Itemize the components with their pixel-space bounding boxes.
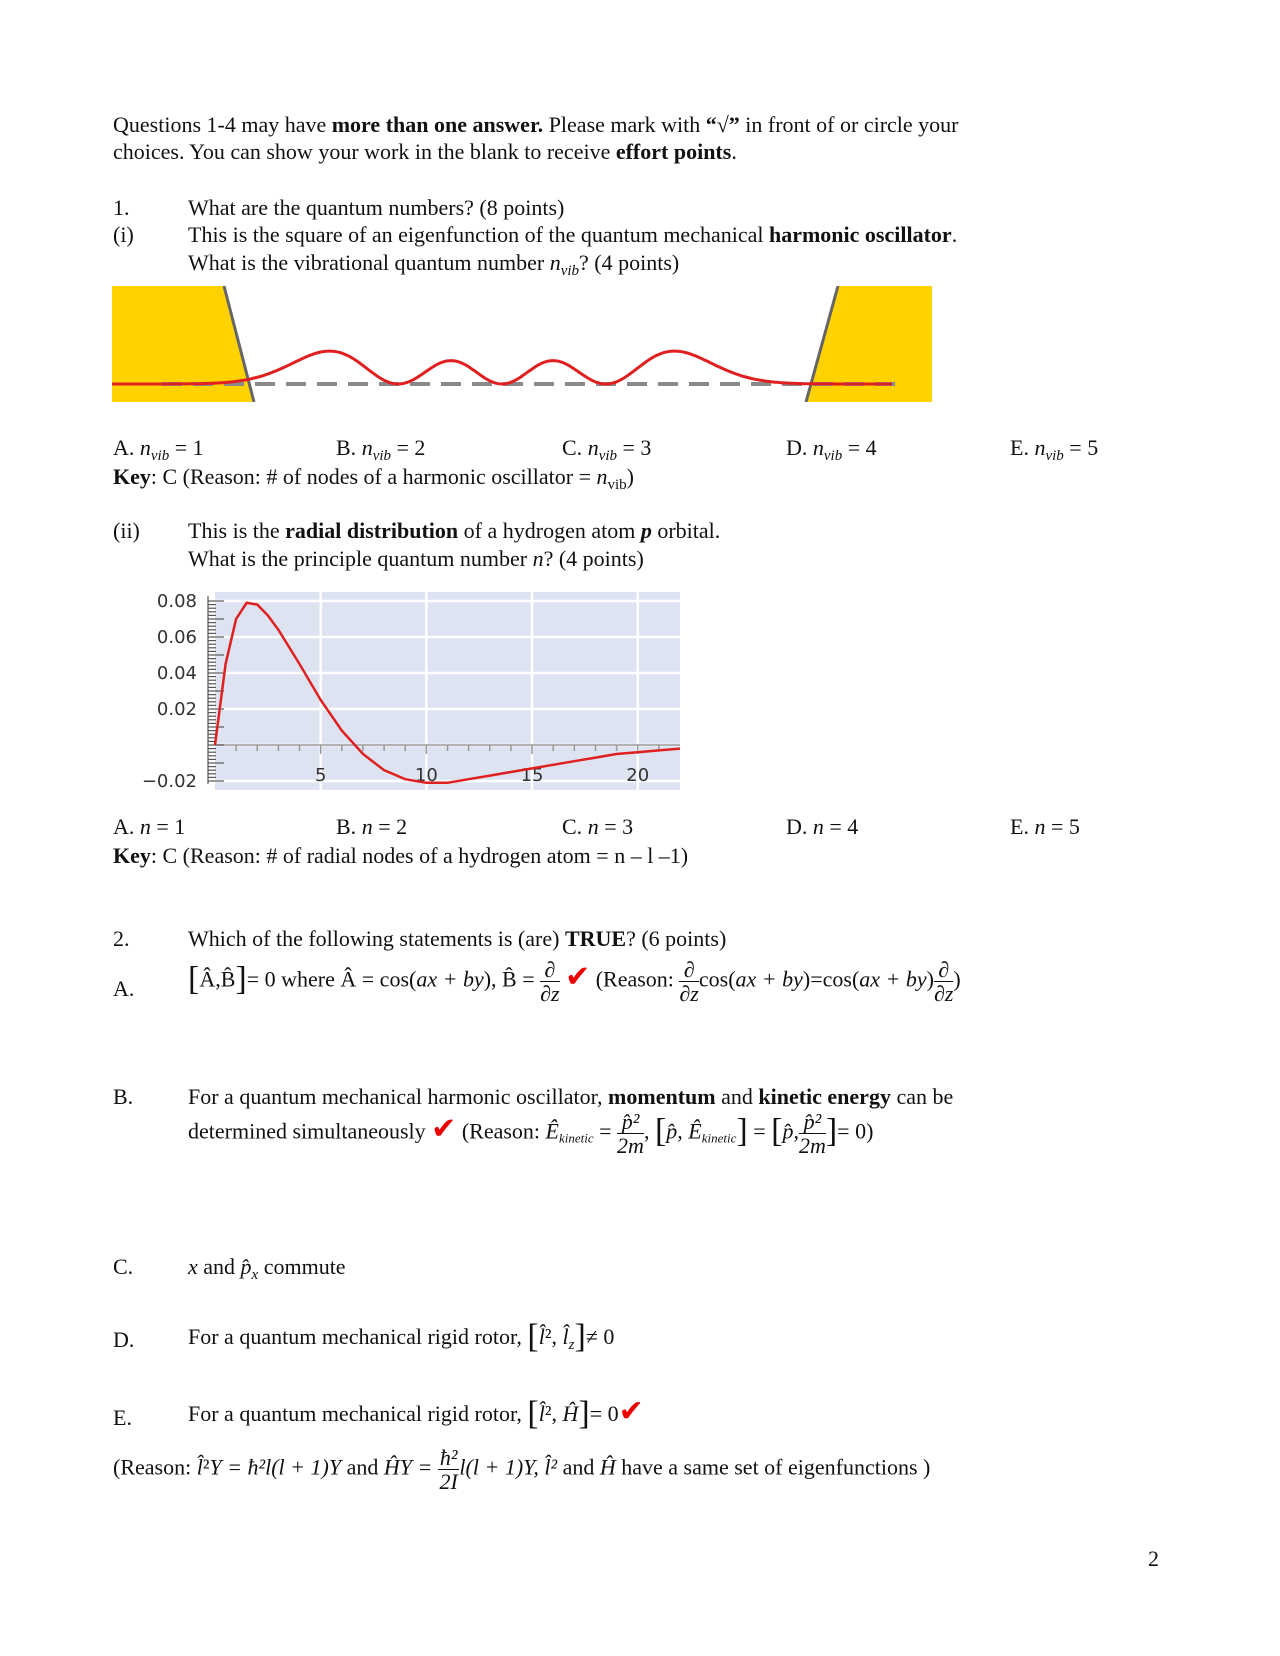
instructions-line2: choices. You can show your work in the blank to receive effort points.	[113, 139, 737, 164]
q1ii-option-c[interactable]: C. n = 3	[562, 814, 634, 839]
q2-option-a-letter[interactable]: A.	[113, 976, 135, 1001]
y-tick-label: 0.06	[156, 627, 197, 648]
q2-option-c-letter[interactable]: C.	[113, 1254, 134, 1279]
q1ii-answer-key: Key: C (Reason: # of radial nodes of a hydrogen atom = n – l –1)	[113, 843, 689, 868]
checkmark-icon: ✔	[431, 1111, 457, 1147]
q2-option-a-statement: [Â,B̂]= 0 where Â = cos(ax + by), B̂ = $\frac{\partial}{\partial z}$ ✔ (Reason: $\frac{\partial}{\partial z}$ cos(ax + by)=cos(ax + by) $\frac{\partial}{\partial z}$ )	[188, 957, 961, 1007]
question-1-number: 1.	[113, 195, 130, 220]
q1ii-option-e[interactable]: E. n = 5	[1010, 814, 1080, 839]
q2-option-b-line2: determined simultaneously ✔ (Reason: Êkinetic = $\frac{\text{p̂²}}{2m}$ , [p̂, Êkinetic] = [p̂, $\frac{\text{p̂²}}{2m}$ ]= 0)	[188, 1109, 874, 1159]
q1i-option-e[interactable]: E. $n_{vib} = 5$	[1010, 435, 1099, 464]
q2-option-e-statement: For a quantum mechanical rigid rotor, [l̂², Ĥ]= 0✔	[188, 1394, 644, 1432]
q1i-option-c[interactable]: C. $n_{vib} = 3$	[562, 435, 652, 464]
question-1-ii-line2: What is the principle quantum number n? (4 points)	[188, 546, 644, 571]
question-2-title: Which of the following statements is (are) TRUE? (6 points)	[188, 926, 727, 951]
question-2-number: 2.	[113, 926, 130, 951]
x-tick-label: 10	[414, 765, 438, 786]
instructions-line1: Questions 1-4 may have more than one answer. Please mark with “√” in front of or circle your	[113, 112, 959, 137]
q1i-option-d[interactable]: D. $n_{vib} = 4$	[786, 435, 877, 464]
y-tick-label: 0.02	[156, 699, 197, 720]
x-tick-label: 5	[314, 765, 327, 786]
q2-option-d-statement: For a quantum mechanical rigid rotor, [l̂², $l̂_z]\ne 0$	[188, 1318, 615, 1355]
question-1-ii-line1: This is the radial distribution of a hydrogen atom p orbital.	[188, 518, 721, 543]
q2-option-c-statement: x and $p̂_x$ commute	[188, 1254, 346, 1283]
y-tick-label: −0.02	[141, 771, 197, 792]
q1ii-option-b[interactable]: B. n = 2	[336, 814, 408, 839]
q2-option-e-reason: (Reason: l̂²Y = ħ²l(l + 1)Y and ĤY = $\frac{\text{ħ²}}{2I}$ l(l + 1)Y, l̂² and Ĥ have a same set of eigenfunctions )	[113, 1445, 931, 1495]
q2-option-e-letter[interactable]: E.	[113, 1405, 132, 1430]
x-tick-label: 15	[520, 765, 544, 786]
y-tick-label: 0.08	[156, 591, 197, 612]
checkmark-icon: ✔	[565, 959, 591, 995]
q1i-answer-key: Key: C (Reason: # of nodes of a harmonic oscillator = $n_{vib}$)	[113, 464, 634, 493]
plot-area	[215, 592, 680, 790]
q1ii-option-d[interactable]: D. n = 4	[786, 814, 859, 839]
q1i-option-b[interactable]: B. $n_{vib} = 2$	[336, 435, 426, 464]
page-number: 2	[1148, 1546, 1159, 1571]
q1ii-option-a[interactable]: A. n = 1	[113, 814, 186, 839]
y-tick-label: 0.04	[156, 663, 197, 684]
radial-distribution-chart	[110, 588, 690, 798]
q1i-option-a[interactable]: A. $n_{vib} = 1$	[113, 435, 204, 464]
question-1-i-line2: What is the vibrational quantum number $n_{vib}$? (4 points)	[188, 250, 680, 279]
question-1-i-label: (i)	[113, 222, 134, 247]
question-1-title: What are the quantum numbers? (8 points)	[188, 195, 565, 220]
checkmark-icon: ✔	[618, 1394, 644, 1429]
q2-option-b-line1: For a quantum mechanical harmonic oscillator, momentum and kinetic energy can be	[188, 1084, 954, 1109]
question-1-i-line1: This is the square of an eigenfunction of the quantum mechanical harmonic oscillator.	[188, 222, 958, 247]
q2-option-b-letter[interactable]: B.	[113, 1084, 134, 1109]
question-1-ii-label: (ii)	[113, 518, 140, 543]
q2-option-d-letter[interactable]: D.	[113, 1327, 135, 1352]
x-tick-label: 20	[626, 765, 650, 786]
harmonic-oscillator-figure	[112, 286, 932, 402]
